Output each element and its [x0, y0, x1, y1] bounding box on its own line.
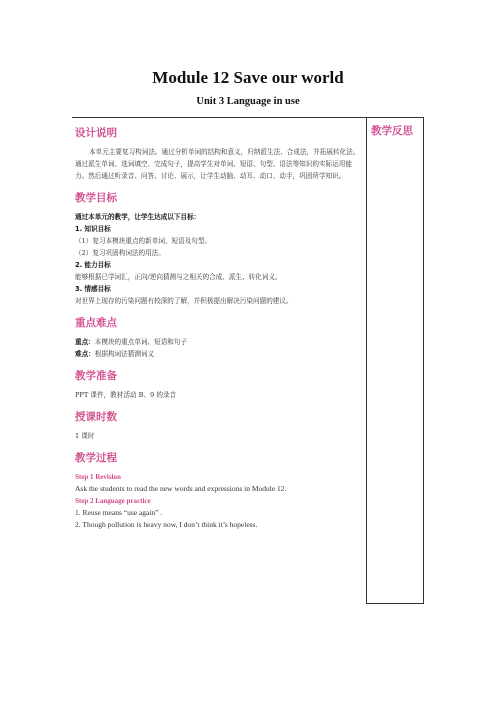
step2-line-1: 1. Reuse means “use again” . [75, 508, 163, 517]
knowledge-item-2: （2）复习巩固构词法的用法。 [75, 249, 165, 257]
difficult-label: 难点： [75, 350, 95, 358]
step1-text: Ask the students to read the new words and expressions in Module 12. [75, 484, 287, 493]
emotion-title: 3. 情感目标 [75, 285, 111, 293]
preparation-text: PPT 课件，教材活动 B、9 的录音 [75, 391, 177, 399]
hours-text: 1 课时 [75, 432, 95, 440]
ability-title: 2. 能力目标 [75, 261, 111, 269]
key-point-line [75, 336, 363, 348]
column-divider [366, 117, 367, 604]
table-right-border [423, 117, 424, 604]
key-label: 重点： [75, 338, 95, 346]
goals-header: 教学目标 [75, 192, 117, 204]
emotion-text: 对世界上现存的污染问题有较深的了解，并积极提出解决污染问题的建议。 [75, 297, 293, 305]
preparation-header: 教学准备 [75, 370, 117, 382]
step1-title: Step 1 Revision [75, 473, 121, 481]
table-bottom-border [366, 603, 424, 604]
knowledge-title: 1. 知识目标 [75, 225, 111, 233]
page-title: Module 12 Save our world [152, 68, 344, 87]
main-content [75, 121, 363, 531]
keypoints-header: 重点难点 [75, 317, 117, 329]
page-subtitle: Unit 3 Language in use [196, 96, 300, 107]
step2-line-2: 2. Though pollution is heavy now, I don’t think it’s hopeless. [75, 520, 258, 529]
ability-text: 能够根据已学词汇，正向/逆向猜测与之相关的合成、派生、转化词义。 [75, 273, 282, 281]
difficult-text: 根据构词法猜测词义 [94, 350, 155, 358]
step2-title: Step 2 Language practice [75, 497, 151, 505]
design-text: 本单元主要复习构词法。通过分析单词的结构和意义，归纳派生法、合成法，并拓展转化法。通过派生单词、选词填空、完成句子，提高学生对单词、短语、句型、语法等知识的实际运用能力。然后通过听录音、问答、讨论、展示，让学生动脑、动耳、动口、动手，巩固所学知识。 [75, 148, 360, 180]
reflection-header: 教学反思 [371, 125, 413, 137]
design-header: 设计说明 [75, 127, 117, 139]
hours-header: 授课时数 [75, 411, 117, 423]
difficult-point-line [75, 348, 363, 360]
knowledge-item-1: （1）复习本模块重点的新单词、短语及句型。 [75, 237, 212, 245]
process-header: 教学过程 [75, 452, 117, 464]
goals-intro: 通过本单元的教学，让学生达成以下目标： [75, 213, 201, 221]
key-text: 本模块的重点单词、短语和句子 [94, 338, 188, 346]
